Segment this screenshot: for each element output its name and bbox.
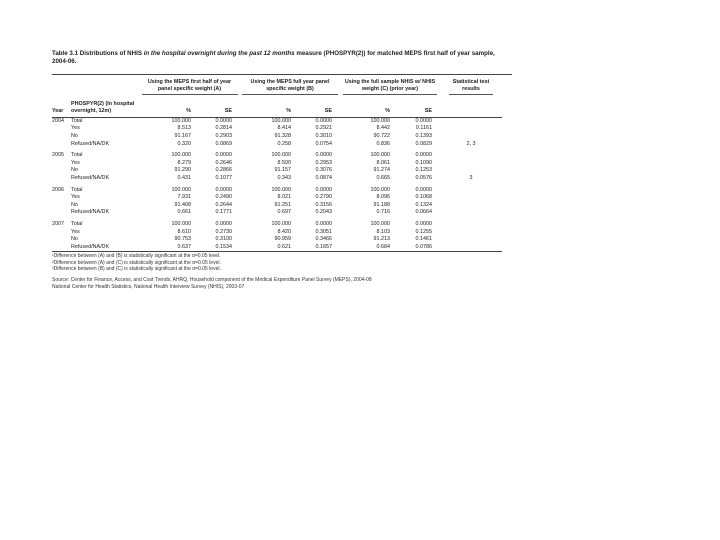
a-pct-cell: 91.167 (174, 132, 191, 139)
a-pct-cell: 90.753 (174, 236, 191, 243)
label-cell: No (71, 201, 78, 208)
group-a-header: Using the MEPS first half of year panel specific weight (A) (139, 77, 240, 95)
c-se-cell: 0.1461 (415, 236, 432, 243)
b-pct-cell: 91.328 (274, 132, 291, 139)
label-cell: Yes (71, 159, 80, 166)
a-se-cell: 0.3100 (215, 236, 232, 243)
year-cell (52, 229, 71, 237)
c-se-cell: 0.0000 (415, 152, 432, 159)
c-se-cell: 0.0576 (415, 174, 432, 181)
c-se-header: SE (424, 108, 432, 115)
table-row (52, 183, 502, 195)
year-cell (52, 236, 71, 244)
year-cell: 2006 (52, 186, 64, 193)
table-row (52, 194, 502, 202)
table-title-italic: in the hospital overnight during the past 12 months (143, 50, 295, 57)
stat-cell (440, 194, 502, 202)
label-cell: Refused/NA/DK (71, 140, 110, 147)
a-se-cell: 0.0000 (215, 152, 232, 159)
stat-cell (440, 125, 502, 133)
table-row (52, 167, 502, 175)
a-se-cell: 0.0000 (215, 186, 232, 193)
b-se-cell: 0.0754 (315, 140, 332, 147)
b-se-cell: 0.0000 (315, 186, 332, 193)
c-se-cell: 0.1090 (415, 159, 432, 166)
c-pct-cell: 90.722 (373, 132, 390, 139)
footnote-3: ³Difference between (B) and (C) is statistically significant at the α=0.05 level. (52, 266, 221, 273)
a-pct-cell: 8.513 (177, 125, 191, 132)
a-se-cell: 0.2814 (215, 125, 232, 132)
year-cell: 2005 (52, 152, 64, 159)
label-cell: Refused/NA/DK (71, 209, 110, 216)
year-cell: 2007 (52, 220, 64, 227)
a-se-header: SE (224, 108, 232, 115)
a-se-cell: 0.2866 (215, 167, 232, 174)
a-pct-cell: 100.000 (171, 152, 191, 159)
stat-cell: 3 (469, 174, 473, 181)
a-se-cell: 0.0869 (215, 140, 232, 147)
table-row (52, 217, 502, 229)
b-pct-cell: 0.258 (277, 140, 291, 147)
b-se-cell: 0.0000 (315, 117, 332, 124)
label-cell: Refused/NA/DK (71, 174, 110, 181)
a-pct-cell: 0.320 (177, 140, 191, 147)
label-cell: No (71, 167, 78, 174)
c-se-cell: 0.0664 (415, 209, 432, 216)
b-se-cell: 0.2043 (315, 209, 332, 216)
table-title-prefix: Table 3.1 Distributions of NHIS (52, 50, 142, 57)
table-row (52, 141, 502, 149)
b-pct-cell: 91.251 (274, 201, 291, 208)
year-cell (52, 133, 71, 141)
c-se-cell: 0.1393 (415, 132, 432, 139)
bottom-rule (52, 251, 502, 252)
b-se-header: SE (324, 108, 332, 115)
stat-cell (440, 167, 502, 175)
a-pct-cell: 7.931 (177, 194, 191, 201)
c-pct-cell: 100.000 (370, 152, 390, 159)
year-cell (52, 125, 71, 133)
footnotes (52, 253, 512, 273)
table-row (52, 202, 502, 210)
a-se-cell: 0.2646 (215, 159, 232, 166)
b-pct-cell: 100.000 (271, 220, 291, 227)
a-pct-cell: 0.637 (177, 243, 191, 250)
c-pct-cell: 8.061 (376, 159, 390, 166)
footnote-2: ²Difference between (A) and (C) is statistically significant at the α=0.05 level. (52, 259, 221, 266)
a-se-cell: 0.2730 (215, 228, 232, 235)
b-se-cell: 0.3156 (315, 201, 332, 208)
c-pct-cell: 100.000 (370, 220, 390, 227)
c-se-cell: 0.0000 (415, 186, 432, 193)
table-row (52, 209, 502, 217)
c-pct-cell: 0.716 (376, 209, 390, 216)
year-cell (52, 209, 71, 217)
a-pct-header: % (186, 108, 191, 115)
c-pct-cell: 8.103 (376, 228, 390, 235)
label-cell: No (71, 236, 78, 243)
label-cell: Total (71, 186, 83, 193)
table-row (52, 133, 502, 141)
b-se-cell: 0.3076 (315, 167, 332, 174)
stat-cell (440, 217, 502, 229)
a-pct-cell: 91.290 (174, 167, 191, 174)
table-row (52, 148, 502, 160)
label-cell: Total (71, 152, 83, 159)
c-se-cell: 0.0000 (415, 117, 432, 124)
table-row (52, 175, 502, 183)
top-rule (52, 74, 512, 75)
group-b-header: Using the MEPS full year panel specific weight (B) (240, 77, 340, 95)
c-pct-cell: 91.274 (373, 167, 390, 174)
b-se-cell: 0.2790 (315, 194, 332, 201)
table-row (52, 160, 502, 168)
a-pct-cell: 100.000 (171, 117, 191, 124)
column-header-row (52, 95, 502, 116)
c-pct-cell: 0.836 (376, 140, 390, 147)
footnote-1: ¹Difference between (A) and (B) is statistically significant at the α=0.05 level. (52, 253, 221, 260)
table-row (52, 125, 502, 133)
stat-header: Statistical test results (440, 77, 502, 95)
a-se-cell: 0.1771 (215, 209, 232, 216)
b-se-cell: 0.0000 (315, 220, 332, 227)
a-se-cell: 0.1077 (215, 174, 232, 181)
b-se-cell: 0.2921 (315, 125, 332, 132)
a-se-cell: 0.0000 (215, 220, 232, 227)
year-header: Year (52, 108, 64, 115)
a-pct-cell: 100.000 (171, 186, 191, 193)
b-pct-cell: 100.000 (271, 117, 291, 124)
table-title-suffix: measure (PHOSPYR(2)) for matched MEPS first half of year sample, 2004-06. (52, 50, 495, 65)
c-pct-cell: 0.684 (376, 243, 390, 250)
stat-cell (440, 209, 502, 217)
a-pct-cell: 91.408 (174, 201, 191, 208)
b-se-cell: 0.0874 (315, 174, 332, 181)
source-line-1: Source: Center for Finance, Access, and Cost Trends, AHRQ, Household component of the Medical Expenditure Panel Survey (MEPS), 2004-08 (52, 277, 372, 284)
variable-header: PHOSPYR(2) (In hospital overnight, 12m) (71, 100, 135, 115)
table-row (52, 118, 502, 126)
stat-cell (440, 118, 502, 126)
source-line-2: National Center for Health Statistics, National Health Interview Survey (NHIS), 2003-07 (52, 283, 245, 290)
year-cell (52, 244, 71, 252)
stat-cell (440, 244, 502, 252)
data-table (52, 77, 502, 252)
b-pct-cell: 90.959 (274, 236, 291, 243)
year-cell (52, 167, 71, 175)
label-cell: Refused/NA/DK (71, 243, 110, 250)
c-se-cell: 0.0829 (415, 140, 432, 147)
label-cell: Yes (71, 125, 80, 132)
c-se-cell: 0.1255 (415, 228, 432, 235)
table-row (52, 236, 502, 244)
b-pct-cell: 8.420 (277, 228, 291, 235)
b-se-cell: 0.3010 (315, 132, 332, 139)
stat-cell (440, 183, 502, 195)
b-pct-cell: 8.021 (277, 194, 291, 201)
label-cell: Total (71, 117, 83, 124)
table-row (52, 244, 502, 252)
c-se-cell: 0.1253 (415, 167, 432, 174)
a-pct-cell: 8.610 (177, 228, 191, 235)
document-page (52, 50, 512, 290)
stat-cell (440, 148, 502, 160)
b-pct-cell: 0.621 (277, 243, 291, 250)
b-se-cell: 0.3466 (315, 236, 332, 243)
c-se-cell: 0.0000 (415, 220, 432, 227)
table-row (52, 229, 502, 237)
year-cell: 2004 (52, 117, 64, 124)
b-pct-header: % (286, 108, 291, 115)
table-title (52, 50, 507, 66)
b-pct-cell: 8.500 (277, 159, 291, 166)
year-cell (52, 202, 71, 210)
c-se-cell: 0.1068 (415, 194, 432, 201)
a-pct-cell: 0.661 (177, 209, 191, 216)
a-se-cell: 0.2903 (215, 132, 232, 139)
label-cell: No (71, 132, 78, 139)
b-se-cell: 0.3051 (315, 228, 332, 235)
b-se-cell: 0.1657 (315, 243, 332, 250)
label-cell: Yes (71, 194, 80, 201)
group-header-row (52, 77, 502, 95)
a-se-cell: 0.2490 (215, 194, 232, 201)
c-pct-header: % (385, 108, 390, 115)
c-se-cell: 0.1324 (415, 201, 432, 208)
a-pct-cell: 100.000 (171, 220, 191, 227)
b-pct-cell: 91.157 (274, 167, 291, 174)
b-se-cell: 0.0000 (315, 152, 332, 159)
c-pct-cell: 91.213 (373, 236, 390, 243)
source-note (52, 277, 512, 290)
c-pct-cell: 100.000 (370, 186, 390, 193)
label-cell: Total (71, 220, 83, 227)
a-pct-cell: 8.279 (177, 159, 191, 166)
year-cell (52, 141, 71, 149)
stat-cell (440, 133, 502, 141)
stat-cell: 2, 3 (466, 140, 476, 147)
a-se-cell: 0.0000 (215, 117, 232, 124)
b-se-cell: 0.2953 (315, 159, 332, 166)
stat-cell (440, 229, 502, 237)
c-pct-cell: 100.000 (370, 117, 390, 124)
stat-cell (440, 236, 502, 244)
a-se-cell: 0.2644 (215, 201, 232, 208)
c-pct-cell: 0.665 (376, 174, 390, 181)
a-pct-cell: 0.431 (177, 174, 191, 181)
b-pct-cell: 0.343 (277, 174, 291, 181)
group-c-header: Using the full sample NHIS w/ NHIS weight (C) (prior year) (340, 77, 440, 95)
b-pct-cell: 100.000 (271, 186, 291, 193)
c-pct-cell: 91.188 (373, 201, 390, 208)
b-pct-cell: 100.000 (271, 152, 291, 159)
year-cell (52, 175, 71, 183)
b-pct-cell: 0.697 (277, 209, 291, 216)
b-pct-cell: 8.414 (277, 125, 291, 132)
year-cell (52, 160, 71, 168)
label-cell: Yes (71, 228, 80, 235)
a-se-cell: 0.1534 (215, 243, 232, 250)
stat-cell (440, 202, 502, 210)
c-pct-cell: 8.096 (376, 194, 390, 201)
c-se-cell: 0.0786 (415, 243, 432, 250)
stat-cell (440, 160, 502, 168)
c-se-cell: 0.1161 (415, 125, 432, 132)
c-pct-cell: 8.442 (376, 125, 390, 132)
year-cell (52, 194, 71, 202)
